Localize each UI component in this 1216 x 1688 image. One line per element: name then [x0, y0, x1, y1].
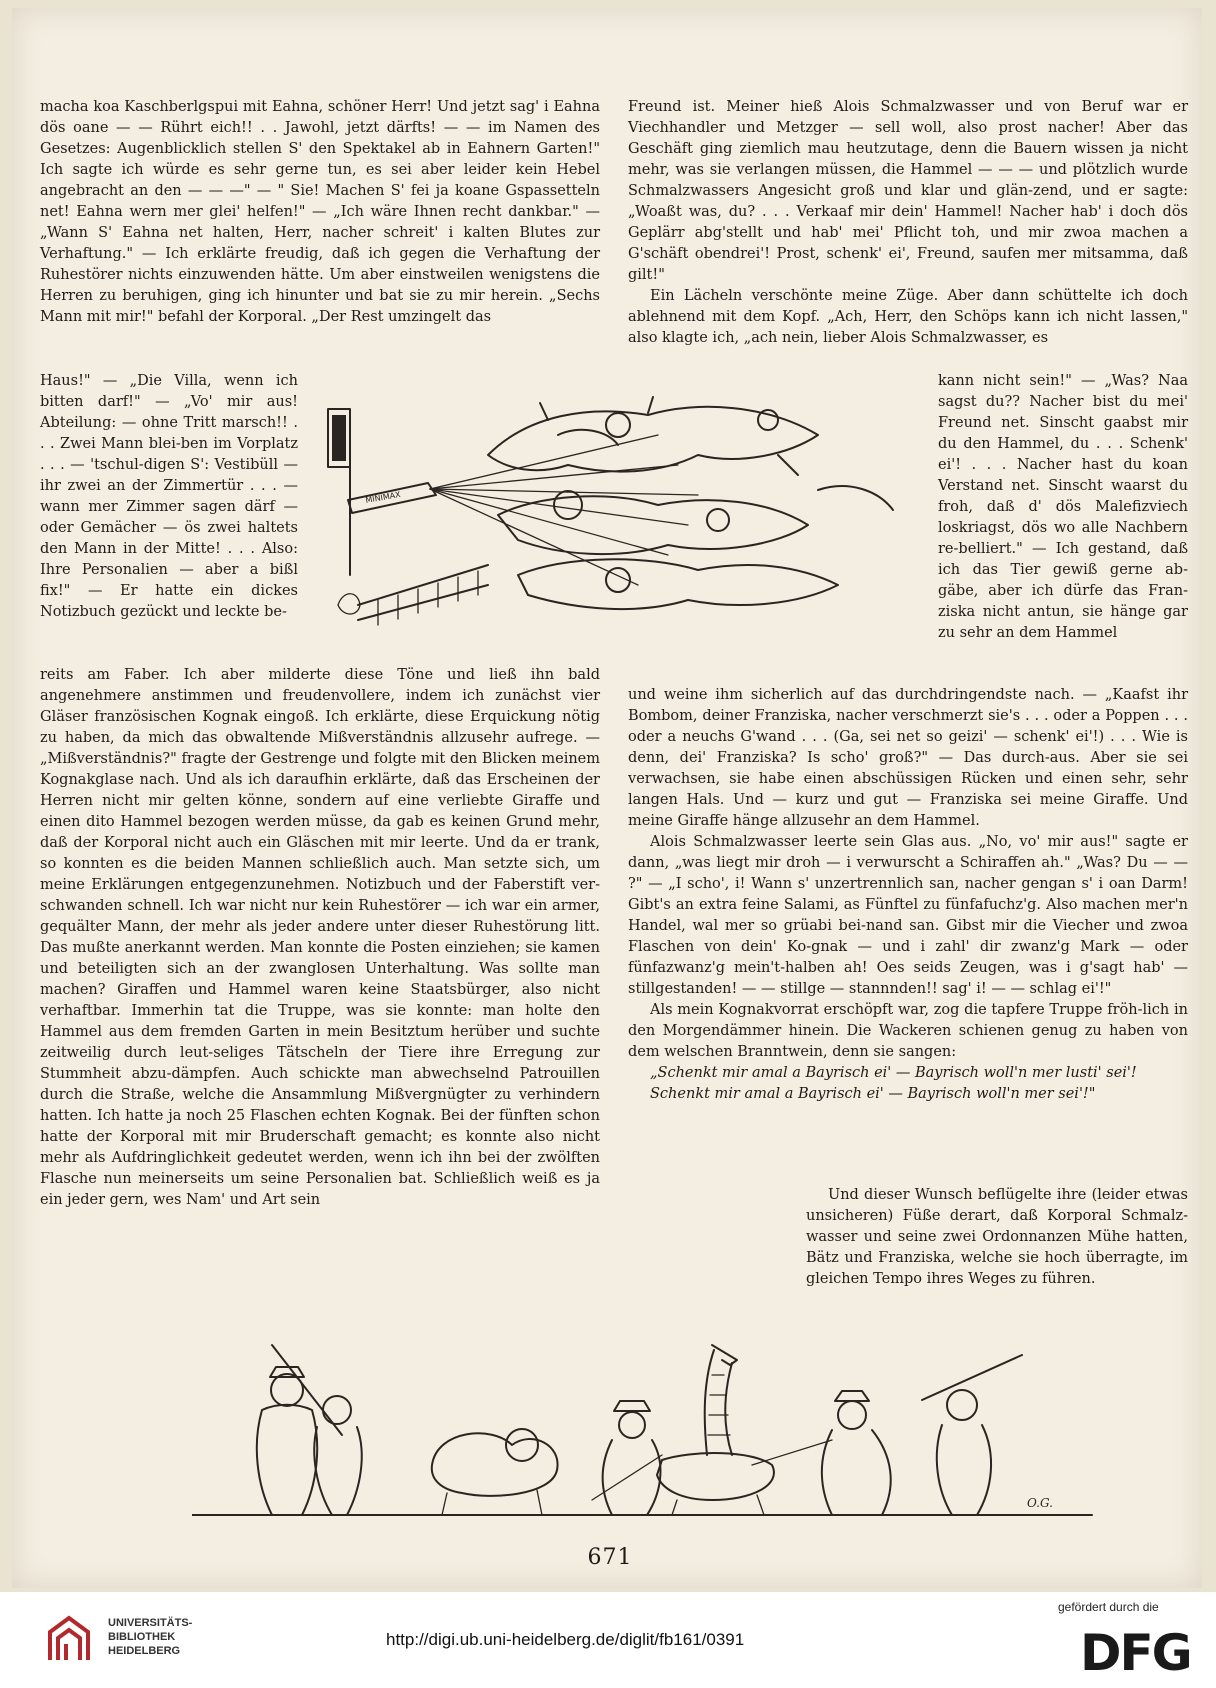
- paragraph: Alois Schmalzwasser leerte sein Glas aus. „No, vo' mir aus!" sagte er dann, „was liegt mir droh — i verwurscht a Schiraffen ah." „Was? Du — — ?" — „I scho', i! Wann s' unzertrennlich san, nacher gengan s' i oan Darm! Gibt's an extra feine Salami, as Fünftel zu fünfafuchz'g. Also machen mer'n Handel, wal mer so grüabi bei-nand san. Gibst mir die Viecher und zwoa Flaschen von dein' Ko-gnak — und i zahl' dir zwanz'g Mark — oder fünfazwanz'g mein't-halben ah! Oes seids Zeugen, was i g'sagt hab' — stillgestanden! — — stillge — stannnden!! sag' i! — — schlag ei'!": [628, 834, 1188, 997]
- paragraph: Haus!" — „Die Villa, wenn ich bitten darf!" — „Vo' mir aus! Abteilung: — ohne Tritt marsch!! . . . Zwei Mann blei-ben im Vorplatz . . . — 'tschul-digen S': Vestibüll — ihr zwei an der Zimmertür . . . — wann mer Zimmer sagen därf — oder Gemächer — ös zwei haltets den Mann in der Mitte! . . . Also: Ihre Personalien — aber a bißl fix!" — Er hatte ein dickes Notizbuch gezückt und leckte be-: [40, 373, 298, 620]
- university-name-line: HEIDELBERG: [108, 1645, 181, 1657]
- dfg-logo-icon: [1078, 1622, 1196, 1678]
- artist-signature: O.G.: [1027, 1496, 1053, 1510]
- left-column-bottom: [40, 665, 600, 1211]
- paragraph: reits am Faber. Ich aber milderte diese Töne und ließ ihn bald angenehmere anstimmen und freudenvollere, indem ich zunächst vier Gläser französischen Kognak eingoß. Ich erklärte, diese Erquickung nötig zu haben, da mich das obwaltende Mißverständnis allzusehr aufrege. — „Mißverständnis?" fragte der Gestrenge und folgte mit den Blicken meinem Kognakglase nach. Und als ich daraufhin erklärte, daß das Erscheinen der Herren nicht mir gelten könne, sondern auf eine verliebte Giraffe und einen dito Hammel bezogen werden müsse, da gab es keinen Grund mehr, daß der Korporal nicht auch ein Gläschen mit mir leerte. Und da er trank, so konnten es die beiden Mannen schließlich auch. Man setzte sich, um meine Erklärungen entgegenzunehmen. Notizbuch und der Faberstift ver-schwanden schnell. Ich war nicht nur kein Ruhestörer — ich war ein armer, gequälter Mann, der mehr als jeder andere unter dieser Ruhestörung litt. Das mußte anerkannt werden. Man konnte die Posten einziehen; sie kamen und beteiligten sich an der zwanglosen Unterhaltung. Was sollte man machen? Giraffen und Hammel waren keine Staatsbürger, also nicht verhaftbar. Immerhin tat die Truppe, was sie konnte: man holte den Hammel aus dem fremden Garten in mein Besitztum herüber und suchte zeitweilig durch leut-seliges Tätscheln der Tiere ihre Erregung zur Stummheit abzu-dämpfen. Auch schickte man abwechselnd Patrouillen durch die Straße, welche die Ansammlung Mißvergnügter zu verhindern hatten. Ich hatte ja noch 25 Flaschen echten Kognak. Bei der fünften schon hatte der Korporal mit mir Bruderschaft gemacht; es konnte also nicht mehr als Aufdringlichkeit gedeutet werden, wenn ich ihn bei der zwölften Flasche nun meinerseits um seine Personalien bat. Schließlich weiß es ja ein jeder gern, wes Nam' und Art sein: [40, 667, 600, 1208]
- paragraph: Freund ist. Meiner hieß Alois Schmalzwasser und von Beruf war er Viechhandler und Metzger — sell woll, also prost nacher! Aber das Geschäft ging ziemlich mau heutzutage, denn die Bauern wissen ja nicht mehr, was sie verlangen müssen, die Hammel — — — und plötzlich wurde Schmalzwassers Angesicht groß und klar und glän-zend, und er sagte: „Woaßt was, du? . . . Verkaaf mir dein' Hammel! Nacher hab' i doch dös Geplärr abg'stellt und hab' mei' Pflicht toh, und mir zwoa machen a G'schäft obendrei'! Prost, schenk' ei', Freund, saufen mer mitsamma, daß gilt!": [628, 99, 1188, 283]
- giraffe-icon: [657, 1345, 774, 1515]
- man-with-gun-icon: [922, 1355, 1022, 1515]
- university-name-line: UNIVERSITÄTS-: [108, 1617, 193, 1629]
- extinguisher-icon: [328, 409, 436, 575]
- man-with-rifle-icon: [257, 1345, 342, 1515]
- page-number: 671: [587, 1545, 633, 1570]
- right-column-wrap: [938, 371, 1188, 644]
- illustration-extinguisher: [318, 395, 923, 660]
- fence-icon: [338, 565, 488, 625]
- source-url[interactable]: http://digi.ub.uni-heidelberg.de/diglit/fb161/0391: [386, 1630, 745, 1649]
- song-line: Schenkt mir amal a Bayrisch ei' — Bayrisch woll'n mer sei'!": [650, 1086, 1096, 1102]
- illustration-procession: [192, 1315, 1112, 1545]
- paragraph: macha koa Kaschberlgspui mit Eahna, schöner Herr! Und jetzt sag' i Eahna dös oane — — Rührt eich!! . . Jawohl, jetzt därfts! — — im Namen des Gesetzes: Augenblicklich stellen S' den Spektakel ab in Eahnern Garten!" Ich sagte ich würde es sehr gerne tun, es sei aber leider kein Hebel angebracht an den — — —" — " Sie! Machen S' fei ja koane Gspassetteln net! Eahna wern mer glei' helfen!" — „Ich wäre Ihnen recht dankbar." — „Wann S' Eahna net halten, Herr, nacher schreit' i kalten Blutes zur Verhaftung." — Ich erklärte freudig, daß ich gegen die Verhaftung der Ruhestörer nichts einzuwenden hätte. Um aber einstweilen wenigstens die Herren zu beruhigen, ging ich hinunter und bat sie zu mir herein. „Sechs Mann mit mir!" befahl der Korporal. „Der Rest umzingelt das: [40, 99, 600, 325]
- sponsor-label: gefördert durch die: [1058, 1600, 1159, 1614]
- man-walking-icon: [752, 1391, 891, 1515]
- right-column-end: [806, 1185, 1188, 1290]
- paragraph: Ein Lächeln verschönte meine Züge. Aber dann schüttelte ich doch ablehnend mit dem Kopf. „Ach, Herr, den Schöps kann ich nicht lassen," also klagte ich, „ach nein, lieber Alois Schmalzwasser, es: [628, 288, 1188, 346]
- paragraph: Als mein Kognakvorrat erschöpft war, zog die tapfere Truppe fröh-lich in den Morgendämmer hinein. Die Wackeren schienen genug zu haben von dem welschen Branntwein, denn sie sangen:: [628, 1002, 1188, 1060]
- song-line: „Schenkt mir amal a Bayrisch ei' — Bayrisch woll'n mer lusti' sei'!: [650, 1065, 1137, 1081]
- paragraph: kann nicht sein!" — „Was? Naa sagst du?? Nacher bist du mei' Freund net. Sinscht gaabst mir du den Hammel, du . . . Schenk' ei'! . . . Nacher hast du koan Verstand net. Sinscht waarst du froh, daß d' dös Malefizviech loskriagst, dös wo alle Nachbern re-belliert." — Ich gestand, daß ich das Tier gewiß gerne ab-gäbe, aber ich dürfe das Fran-ziska nicht antun, sie hänge gar zu sehr an dem Hammel: [938, 373, 1188, 641]
- dfg-logo-text: DFG: [1080, 1624, 1191, 1678]
- footer-bar: [0, 1592, 1216, 1688]
- left-column-top: [40, 97, 600, 328]
- university-name-line: BIBLIOTHEK: [108, 1631, 176, 1643]
- sign-text: MINIMAX: [364, 489, 402, 505]
- left-column-wrap: [40, 371, 298, 623]
- sheep-icon: [432, 1429, 558, 1515]
- man-with-hat-icon: [314, 1396, 361, 1515]
- right-column-top: [628, 97, 1188, 349]
- university-logo-icon: [40, 1610, 98, 1668]
- soldier-with-sword-icon: [592, 1401, 662, 1515]
- university-name: [108, 1616, 192, 1658]
- paragraph: Und dieser Wunsch beflügelte ihre (leider etwas unsicheren) Füße derart, daß Korporal Schmalz-wasser und seine zwei Ordonnanzen Mühe hatten, Bätz und Franziska, welche sie hoch überragte, im gleichen Tempo ihres Weges zu führen.: [806, 1187, 1188, 1287]
- right-column-bottom: [628, 685, 1188, 1105]
- paragraph: und weine ihm sicherlich auf das durchdringendste nach. — „Kaafst ihr Bombom, deiner Franziska, nacher verschmerzt sie's . . . oder a Poppen . . . oder a neuchs G'wand . . . (Ga, sei net so geizi' — schenk' ei'!) . . . Wie is denn, dei' Franziska? Is scho' groß?" — Das durch-aus. Aber sie sei verwachsen, sie habe einen abschüssigen Rücken und einen sehr, sehr langen Hals. Und — kurz und gut — Franziska sei meine Giraffe. Und meine Giraffe hänge allzusehr an dem Hammel.: [628, 687, 1188, 829]
- tumbling-figures: [488, 397, 893, 609]
